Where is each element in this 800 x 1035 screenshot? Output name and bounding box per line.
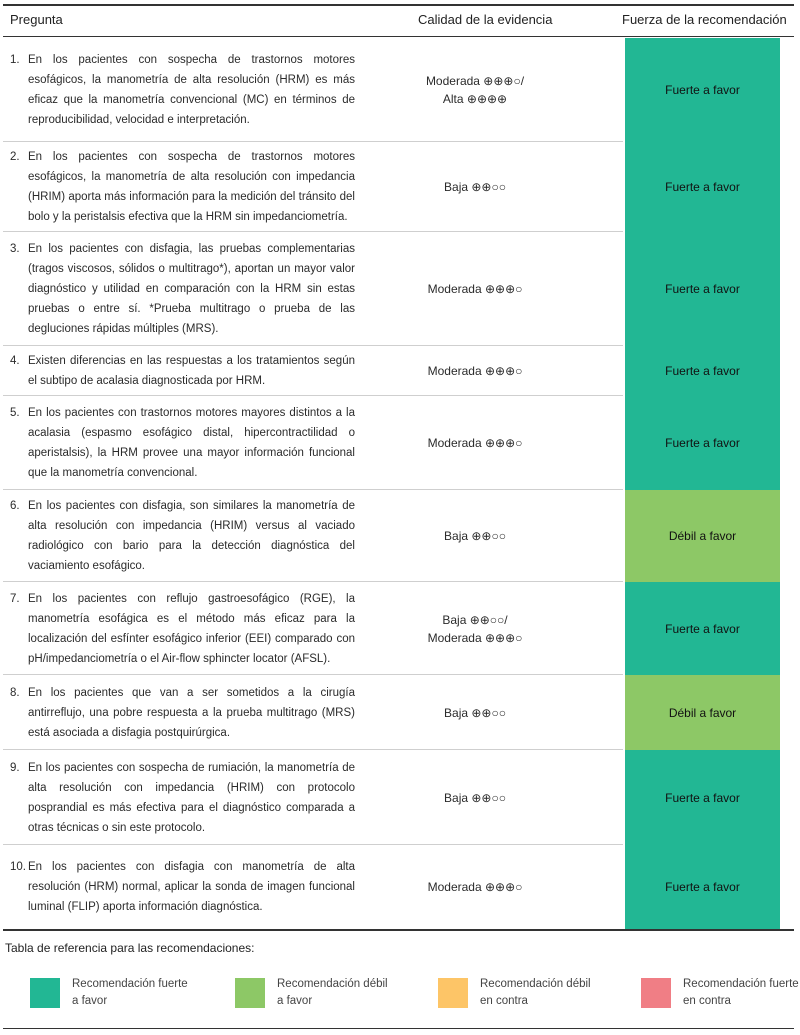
question-text: En los pacientes con trastornos motores mayores distintos a la acalasia (espasmo esofágico distal, hipercontractilidad o aperistalsis), la HRM provee una mayor información funcional que la manometría convencional. [28, 407, 355, 479]
question-number: 5. [10, 407, 20, 419]
question-cell [10, 142, 355, 232]
question-text: En los pacientes con disfagia, son similares la manometría de alta resolución con impedancia (HRIM) versus al vaciado radiológico con bario para la detección diagnóstica del vaciamiento esofágico. [28, 500, 355, 572]
evidence-quality-line: Baja ⊕⊕○○ [444, 790, 506, 805]
question-number: 4. [10, 355, 20, 367]
question-number: 6. [10, 500, 20, 512]
question-cell [10, 490, 355, 582]
page-bottom-rule [3, 1028, 794, 1029]
question-text: En los pacientes con sospecha de trastornos motores esofágicos, la manometría de alta resolución (HRM) es más eficaz que la manometría convencional (MC) en términos de reproducibilidad, velocidad e interpretación. [28, 54, 355, 126]
table-row [0, 675, 800, 750]
table-top-rule [3, 4, 794, 6]
recommendation-strength-cell: Débil a favor [625, 675, 780, 750]
question-cell [10, 675, 355, 750]
recommendation-strength-cell: Fuerte a favor [625, 750, 780, 845]
legend-item [30, 976, 192, 1010]
evidence-quality-cell [400, 396, 550, 490]
header-strength: Fuerza de la recomendación [622, 12, 787, 27]
evidence-quality-line: Baja ⊕⊕○○ [444, 529, 506, 543]
table-row [0, 845, 800, 929]
question-number: 2. [10, 151, 20, 163]
question-cell [10, 396, 355, 490]
evidence-quality-cell [400, 38, 550, 142]
question-text: En los pacientes con reflujo gastroesofágico (RGE), la manometría esofágica es el método más eficaz para la localización del esfínter esofágico inferior (EEI) comparado con pH/impedanciometría o el Air-flow sphincter locator (AFSL). [28, 592, 355, 665]
recommendation-strength-cell: Fuerte a favor [625, 38, 780, 142]
legend-swatch [235, 978, 265, 1008]
evidence-quality-cell [400, 845, 550, 929]
table-row [0, 232, 800, 346]
evidence-quality-cell [400, 675, 550, 750]
question-text: En los pacientes con disfagia, las pruebas complementarias (tragos viscosos, sólidos o multitrago*), aportan un mayor valor diagnóstico y utilidad en comparación con la HRM sin estas pruebas o entre sí. *Prueba multitrago o prueba de las degluciones rápidas múltiples (MRS). [28, 243, 355, 335]
question-cell [10, 346, 355, 396]
evidence-quality-line: Baja ⊕⊕○○ [444, 705, 506, 720]
table-row [0, 38, 800, 142]
question-text: En los pacientes que van a ser sometidos a la cirugía antirreflujo, una pobre respuesta a la prueba multitrago (MRS) está asociada a disfagia postquirúrgica. [28, 686, 355, 739]
legend-label: Recomendación débil a favor [277, 978, 388, 1007]
question-cell [10, 38, 355, 142]
recommendation-strength-cell: Fuerte a favor [625, 346, 780, 396]
table-bottom-rule [3, 929, 794, 931]
legend-item [235, 976, 397, 1010]
evidence-quality-line: Moderada ⊕⊕⊕○ [427, 282, 523, 296]
legend-title: Tabla de referencia para las recomendaciones: [5, 941, 255, 955]
question-number: 7. [10, 592, 20, 605]
evidence-quality-line: Moderada ⊕⊕⊕○ [427, 364, 523, 378]
header-question: Pregunta [10, 12, 63, 27]
evidence-quality-cell [400, 346, 550, 396]
legend-item [641, 976, 800, 1010]
question-number: 8. [10, 686, 20, 699]
recommendation-strength-cell: Fuerte a favor [625, 845, 780, 929]
question-text: En los pacientes con sospecha de trastornos motores esofágicos, la manometría de alta resolución con impedancia (HRIM) aporta más información para la medición del tránsito del bolo y la peristalsis efectiva que la HRM sin impedanciometría. [28, 151, 355, 223]
question-number: 9. [10, 761, 20, 774]
question-text: En los pacientes con disfagia con manometría de alta resolución (HRM) normal, aplicar la sonda de imagen funcional luminal (FLIP) aporta información diagnóstica. [28, 861, 355, 913]
evidence-quality-line: Moderada ⊕⊕⊕○/ [425, 74, 525, 88]
question-cell [10, 232, 355, 346]
table-row [0, 346, 800, 396]
question-text: Existen diferencias en las respuestas a los tratamientos según el subtipo de acalasia diagnosticada por HRM. [28, 355, 355, 387]
recommendation-strength-cell: Fuerte a favor [625, 142, 780, 232]
legend-swatch [641, 978, 671, 1008]
evidence-quality-cell [400, 232, 550, 346]
recommendation-strength-cell: Débil a favor [625, 490, 780, 582]
evidence-quality-cell [400, 582, 550, 675]
question-number: 3. [10, 243, 20, 255]
table-row [0, 490, 800, 582]
question-cell [10, 750, 355, 845]
question-cell [10, 582, 355, 675]
table-row [0, 142, 800, 232]
evidence-quality-line: Baja ⊕⊕○○/ [442, 612, 508, 627]
legend-label: Recomendación débil en contra [480, 978, 591, 1007]
evidence-quality-line: Moderada ⊕⊕⊕○ [427, 630, 523, 645]
evidence-quality-line: Moderada ⊕⊕⊕○ [427, 436, 523, 450]
evidence-quality-cell [400, 490, 550, 582]
question-number: 1. [10, 54, 20, 66]
evidence-quality-cell [400, 750, 550, 845]
table-row [0, 750, 800, 845]
recommendation-strength-cell: Fuerte a favor [625, 582, 780, 675]
table-row [0, 582, 800, 675]
evidence-quality-line: Alta ⊕⊕⊕⊕ [442, 92, 508, 106]
header-rule [3, 36, 794, 37]
question-text: En los pacientes con sospecha de rumiación, la manometría de alta resolución con impedancia (HRIM) con protocolo posprandial es más efectiva para el diagnóstico comparada a otras técnicas o sin este protocolo. [28, 761, 355, 834]
table-row [0, 396, 800, 490]
question-cell [10, 845, 355, 929]
legend-item [438, 976, 600, 1010]
legend-swatch [30, 978, 60, 1008]
recommendation-strength-cell: Fuerte a favor [625, 396, 780, 490]
legend-swatch [438, 978, 468, 1008]
evidence-quality-cell [400, 142, 550, 232]
legend-label: Recomendación fuerte a favor [72, 978, 188, 1007]
question-number: 10. [10, 861, 26, 873]
evidence-quality-line: Baja ⊕⊕○○ [444, 180, 506, 194]
recommendation-strength-cell: Fuerte a favor [625, 232, 780, 346]
evidence-quality-line: Moderada ⊕⊕⊕○ [427, 880, 523, 894]
header-quality: Calidad de la evidencia [418, 12, 553, 27]
legend-label: Recomendación fuerte en contra [683, 978, 799, 1007]
